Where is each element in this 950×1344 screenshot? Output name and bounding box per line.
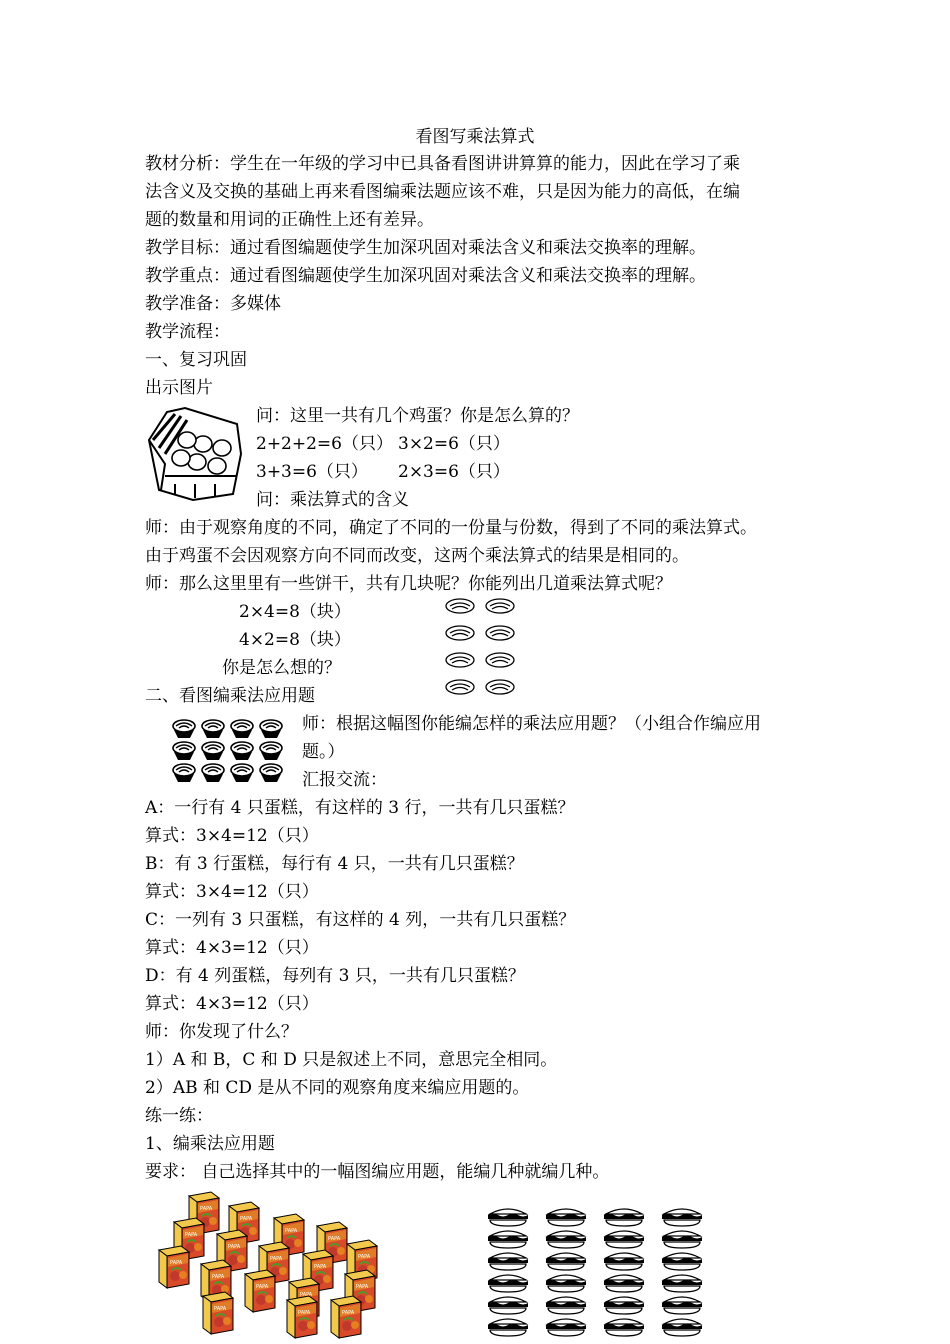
teaching-key-point: 教学重点：通过看图编题使学生加深巩固对乘法含义和乘法交换率的理解。 (145, 266, 706, 286)
section-review: 一、复习巩固 (145, 350, 247, 370)
teacher-remark-2: 师：那么这里里有一些饼干，共有几块呢？你能列出几道乘法算式呢？ (145, 574, 672, 594)
page-title: 看图写乘法算式 (415, 127, 535, 147)
teacher-remark-1: 师：由于观察角度的不同，确定了不同的一份量与份数，得到了不同的乘法算式。 (145, 518, 757, 538)
analysis-line-2: 法含义及交换的基础上再来看图编乘法题应该不难，只是因为能力的高低，在编 (145, 182, 740, 202)
analysis-line-3: 题的数量和用词的正确性上还有差异。 (145, 210, 434, 230)
problem-c-answer: 算式：4×3=12（只） (145, 938, 319, 958)
biscuit-think-question: 你是怎么想的？ (222, 658, 341, 678)
problem-b-answer: 算式：3×4=12（只） (145, 882, 319, 902)
problem-d: D：有 4 列蛋糕，每列有 3 只，一共有几只蛋糕？ (145, 966, 525, 986)
conclusion-1: 由于鸡蛋不会因观察方向不同而改变，这两个乘法算式的结果是相同的。 (145, 546, 689, 566)
teacher-remark-3: 师：你发现了什么？ (145, 1022, 298, 1042)
biscuits-image (444, 596, 524, 700)
finding-2: 2）AB 和 CD 是从不同的观察角度来编应用题的。 (145, 1078, 530, 1098)
cake-teacher-question-2: 题。） (302, 742, 345, 762)
egg-eq-add-3: 3+3=6（只） (256, 462, 368, 482)
practice-heading: 练一练： (145, 1106, 213, 1126)
problem-b: B：有 3 行蛋糕，每行有 4 只，一共有几只蛋糕？ (145, 854, 524, 874)
analysis-line-1: 教材分析：学生在一年级的学习中已具备看图讲讲算算的能力，因此在学习了乘 (145, 154, 740, 174)
juice-boxes-image: PAPA (155, 1190, 400, 1340)
problem-d-answer: 算式：4×3=12（只） (145, 994, 319, 1014)
show-picture: 出示图片 (145, 378, 213, 398)
finding-1: 1）A 和 B，C 和 D 只是叙述上不同，意思完全相同。 (145, 1050, 558, 1070)
egg-eq-mul-3x2: 3×2=6（只） (398, 434, 510, 454)
teaching-process: 教学流程： (145, 322, 230, 342)
cake-teacher-question-1: 师：根据这幅图你能编怎样的乘法应用题？（小组合作编应用 (302, 714, 761, 734)
problem-c: C：一列有 3 只蛋糕，有这样的 4 列，一共有几只蛋糕？ (145, 910, 576, 930)
section-word-problems: 二、看图编乘法应用题 (145, 686, 315, 706)
practice-item-1: 1、编乘法应用题 (145, 1134, 275, 1154)
cakes-image (172, 718, 288, 784)
egg-meaning-question: 问：乘法算式的含义 (256, 490, 409, 510)
egg-question: 问：这里一共有几个鸡蛋？你是怎么算的？ (256, 406, 579, 426)
egg-eq-add-2: 2+2+2=6（只） (256, 434, 393, 454)
biscuit-eq-1: 2×4=8（块） (239, 602, 351, 622)
egg-eq-mul-2x3: 2×3=6（只） (398, 462, 510, 482)
cake-report: 汇报交流： (302, 770, 387, 790)
practice-requirement: 要求： 自己选择其中的一幅图编应用题，能编几种就编几种。 (145, 1162, 610, 1182)
problem-a: A：一行有 4 只蛋糕，有这样的 3 行，一共有几只蛋糕？ (145, 798, 575, 818)
burgers-image (488, 1205, 718, 1339)
teaching-goal: 教学目标：通过看图编题使学生加深巩固对乘法含义和乘法交换率的理解。 (145, 238, 706, 258)
biscuit-eq-2: 4×2=8（块） (239, 630, 351, 650)
teaching-preparation: 教学准备：多媒体 (145, 294, 281, 314)
problem-a-answer: 算式：3×4=12（只） (145, 826, 319, 846)
egg-carton-image (145, 404, 245, 502)
